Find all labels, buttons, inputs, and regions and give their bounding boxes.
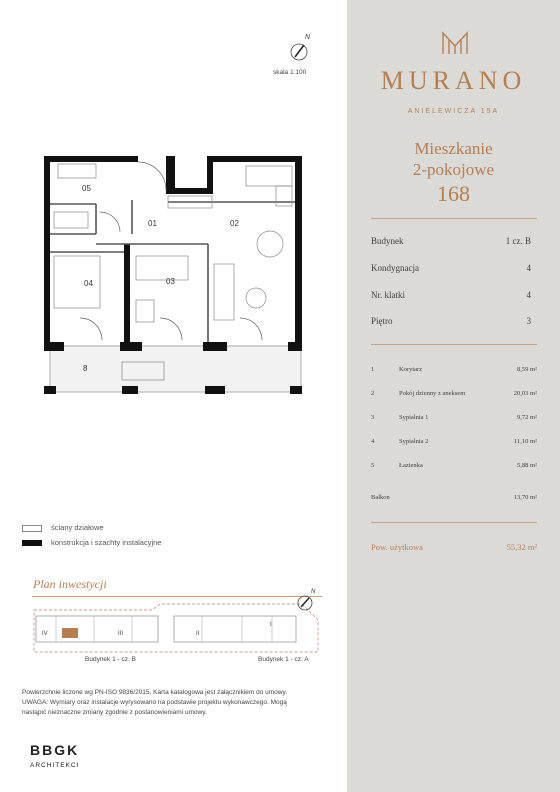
legend-structure-swatch [22,540,42,546]
room-label-04: 04 [84,279,93,288]
mark-i: I [270,622,272,628]
legend-partition-swatch [22,525,42,532]
room-label-03: 03 [166,277,175,286]
apartment-location-marker [62,628,78,638]
detail-row: Nr. klatki 4 [371,290,531,300]
investment-site-plan [32,600,322,660]
apartment-title-2: 2-pokojowe [412,160,495,179]
room-area-row: 2 Pokój dzienny z aneksem 20,03 m² [371,390,537,397]
notes-line-3: nastąpić nieznaczne zmiany zgodnie z postanowieniami umowy. [22,709,207,716]
apartment-title-1: Mieszkanie [414,139,493,158]
notes-line-1: Powierzchnie liczone wg PN-ISO 9836/2015. Karta katalogowa jest załącznikiem do umowy. [22,689,288,696]
room-label-balcony: 8 [83,364,88,373]
building-b-label: Budynek 1 - cz. B [85,656,136,663]
room-label-02: 02 [230,219,239,228]
investment-title: Plan inwestycji [33,577,107,591]
detail-row: Kondygnacja 4 [371,263,531,273]
room-area-row: 3 Sypialnia 1 9,72 m² [371,414,537,421]
investment-compass-label: N [311,589,316,595]
scale-label: skala 1:100 [273,69,307,76]
architect-sub: ARCHITEKCI [30,762,80,769]
total-area-row: Pow. użytkowa 55,32 m² [371,542,537,552]
floor-plan [40,152,310,400]
balcony-area [50,346,301,392]
divider [371,218,537,219]
compass-icon [287,36,315,64]
compass-label: N [305,34,311,41]
divider [32,596,322,597]
detail-row: Piętro 3 [371,316,531,326]
divider [371,344,537,345]
room-area-row: 1 Korytarz 8,59 m² [371,366,537,373]
room-area-row: 5 Łazienka 5,88 m² [371,462,537,469]
notes [22,688,342,718]
brand-name: MURANO [380,66,527,95]
legend-structure-label: konstrukcja i szachty instalacyjne [51,538,162,547]
room-area-row: 4 Sypialnia 2 11,10 m² [371,438,537,445]
notes-line-2: UWAGA: Wymiary oraz instalacje wyrysowano na podstawie projektu wykonawczego. Mogą [22,699,287,706]
divider [371,522,537,523]
building-a-label: Budynek 1 - cz. A [258,656,309,663]
mark-iv: IV [42,631,48,637]
mark-iii: III [118,631,124,637]
detail-row: Budynek 1 cz. B [371,236,531,246]
apartment-number: 168 [437,181,470,206]
room-label-01: 01 [148,219,157,228]
architect-logo: BBGK [30,742,80,758]
room-label-05: 05 [82,184,91,193]
mark-ii: II [196,631,200,637]
brand-address: ANIELEWICZA 15A [407,108,500,115]
murano-logo-icon [440,30,470,56]
legend-partition-label: ściany działowe [51,523,104,532]
balcony-row: Balkon 13,70 m² [371,494,537,501]
